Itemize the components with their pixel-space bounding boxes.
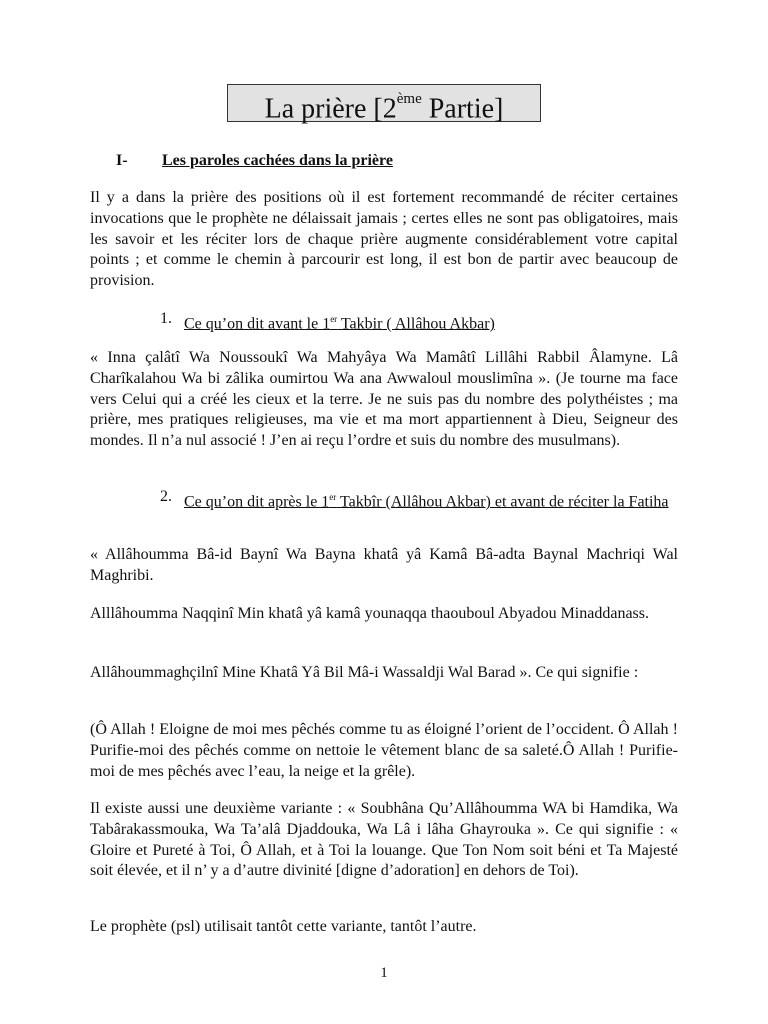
- section-heading: [116, 152, 393, 170]
- paragraph-2: « Allâhoumma Bâ-id Baynî Wa Bayna khatâ yâ Kamâ Bâ-adta Baynal Machriqi Wal Maghribi.: [90, 546, 678, 584]
- sub2-before: Ce qu’on dit après le 1: [184, 493, 330, 511]
- section-number: I-: [116, 152, 128, 169]
- page-title: [227, 84, 541, 125]
- sub2-after: Takbîr (Allâhou Akbar) et avant de réciter la Fatiha: [336, 493, 669, 511]
- paragraph-4: Allâhoummaghçilnî Mine Khatâ Yâ Bil Mâ-i Wassaldji Wal Barad ». Ce qui signifie :: [90, 664, 639, 681]
- paragraph-5: (Ô Allah ! Eloigne de moi mes pêchés comme tu as éloigné l’orient de l’occident. Ô Allah ! Purifie-moi des pêchés comme on nettoie le vêtement blanc de sa saleté.Ô Allah ! Purifie-moi de mes pêchés avec l’eau, la neige et la grêle).: [90, 721, 678, 780]
- title-rest: Partie]: [421, 93, 504, 125]
- subheading-1: [160, 309, 678, 335]
- sub1-before: Ce qu’on dit avant le 1: [184, 315, 331, 333]
- paragraph-3: Alllâhoumma Naqqinî Min khatâ yâ kamâ younaqqa thaouboul Abyadou Minaddanass.: [90, 605, 649, 622]
- sub1-after: Takbir ( Allâhou Akbar): [337, 315, 495, 333]
- subheading-1-number: 1.: [160, 310, 172, 327]
- paragraph-6: Il existe aussi une deuxième variante : « Soubhâna Qu’Allâhoumma WA bi Hamdika, Wa Tabârakassmouka, Wa Ta’alâ Djaddouka, Wa Lâ i lâha Ghayrouka ». Ce qui signifie : « Gloire et Pureté à Toi, Ô Allah, et à Toi la louange. Que Ton Nom soit béni et Ta Majesté soit élevée, et il n’ y a d’autre divinité [digne d’adoration] en dehors de Toi).: [90, 800, 678, 880]
- title-main: La prière [2: [264, 93, 397, 125]
- paragraph-1: « Inna çalâtî Wa Noussoukî Wa Mahyâya Wa Mamâtî Lillâhi Rabbil Âlamyne. Lâ Charîkalahou Wa bi zâlika oumirtou Wa ana Awwaloul mouslimîna ». (Je tourne ma face vers Celui qui a créé les cieux et la terre. Je ne suis pas du nombre des polythéistes ; ma prière, mes pratiques religieuses, ma vie et ma mort appartiennent à Dieu, Seigneur des mondes. Il n’a nul associé ! J’en ai reçu l’ordre et suis du nombre des musulmans).: [90, 349, 678, 450]
- subheading-2-number: 2.: [160, 488, 172, 505]
- section-heading-text: Les paroles cachées dans la prière: [162, 152, 393, 169]
- sub2-sup: er: [329, 492, 337, 502]
- intro-paragraph: Il y a dans la prière des positions où il est fortement recommandé de réciter certaines invocations que le prophète ne délaissait jamais ; certes elles ne sont pas obligatoires, mais les savoir et les réciter lors de chaque prière augmente considérablement votre capital points ; et comme le chemin à parcourir est long, il est bon de partir avec beaucoup de provision.: [90, 189, 678, 290]
- subheading-1-text: [184, 309, 678, 335]
- title-superscript: ème: [396, 91, 422, 107]
- paragraph-7: Le prophète (psl) utilisait tantôt cette variante, tantôt l’autre.: [90, 918, 477, 935]
- subheading-2-text: [184, 487, 678, 513]
- subheading-2: [160, 487, 678, 513]
- sub1-sup: er: [330, 314, 338, 324]
- page-number: 1: [380, 965, 388, 981]
